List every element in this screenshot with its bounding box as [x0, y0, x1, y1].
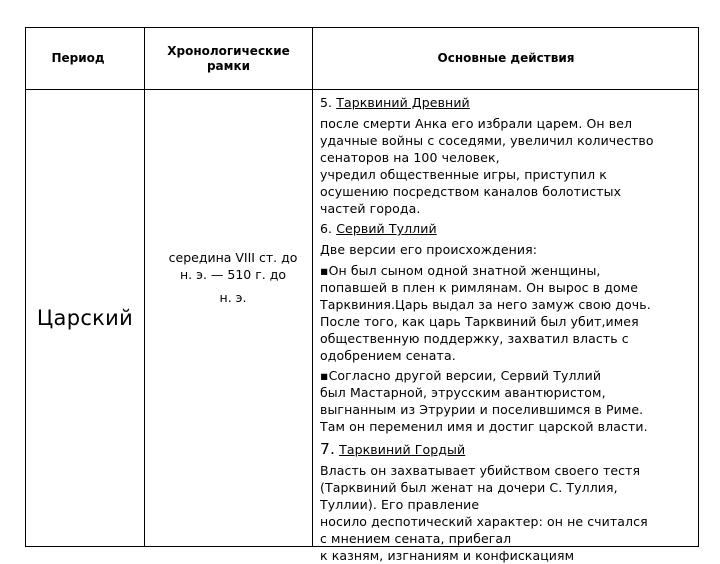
bullet-icon: ▪	[320, 263, 329, 278]
version-1-line: ▪Он был сыном одной знатной женщины,	[320, 263, 601, 278]
king5-line: сенаторов на 100 человек,	[320, 150, 500, 165]
bullet-icon: ▪	[320, 368, 329, 383]
version-2-line: Там он переменил имя и достиг царской власти.	[320, 419, 648, 434]
version-1-line: После того, как царь Тарквиний был убит,имея	[320, 314, 639, 329]
king5-line: учредил общественные игры, приступил к	[320, 167, 607, 182]
king5-line: удачные войны с соседями, увеличил количество	[320, 133, 654, 148]
chronology-line-1: середина VIII ст. до	[168, 250, 298, 265]
king5-line: после смерти Анка его избрали царем. Он вел	[320, 116, 633, 131]
king7-line: Туллии). Его правление	[320, 497, 480, 512]
king6-heading	[320, 220, 696, 237]
version-1-line: попавшей в плен к римлянам. Он вырос в доме	[320, 280, 639, 295]
header-period-label: Период	[51, 51, 105, 65]
king7-description	[320, 462, 696, 564]
king6-name: Сервий Туллий	[336, 221, 437, 236]
chronology-line-3: н. э.	[219, 290, 247, 305]
king7-line: (Тарквиний был женат на дочери С. Туллия,	[320, 480, 618, 495]
king6-intro: Две версии его происхождения:	[320, 242, 538, 257]
king6-number: 6.	[320, 221, 333, 236]
header-chronology	[145, 28, 312, 89]
king5-line: осушению посредством каналов болотистых	[320, 184, 622, 199]
version-1-line: одобрением сената.	[320, 348, 456, 363]
chronology-cell	[152, 249, 314, 306]
version-2-line: был Мастарной, этрусским авантюристом,	[320, 385, 606, 400]
king7-line: к казням, изгнаниям и конфискациям	[320, 548, 575, 563]
king7-line: носило деспотический характер: он не считался	[320, 514, 648, 529]
king5-name: Тарквиний Древний	[336, 95, 470, 110]
header-actions	[313, 28, 699, 89]
king7-line: Власть он захватывает убийством своего тестя	[320, 463, 641, 478]
period-name: Царский	[36, 306, 134, 330]
king5-number: 5.	[320, 95, 333, 110]
version-2	[320, 367, 696, 435]
chronology-line-2: н. э. — 510 г. до	[179, 267, 287, 282]
period-cell	[26, 90, 144, 546]
version-2-line: выгнанным из Этрурии и поселившимся в Риме.	[320, 402, 644, 417]
version-1-line: Тарквиния.Царь выдал за него замуж свою дочь.	[320, 297, 651, 312]
header-chronology-label: Хронологические рамки	[167, 43, 290, 73]
king5-description	[320, 115, 696, 217]
king5-heading	[320, 94, 696, 111]
version-1	[320, 262, 696, 364]
column-divider-1	[144, 28, 145, 546]
actions-cell	[320, 94, 696, 564]
version-2-line: ▪Согласно другой версии, Сервий Туллий	[320, 368, 602, 383]
king7-heading	[320, 441, 696, 458]
king7-number: 7.	[320, 440, 335, 458]
version-1-line: общественную поддержку, захватил власть с	[320, 331, 629, 346]
header-actions-label: Основные действия	[437, 51, 575, 65]
king7-line: с мнением сената, прибегал	[320, 531, 512, 546]
king5-line: частей города.	[320, 201, 421, 216]
king7-name: Тарквиний Гордый	[339, 442, 466, 457]
header-period	[26, 28, 130, 89]
history-table	[25, 27, 699, 563]
